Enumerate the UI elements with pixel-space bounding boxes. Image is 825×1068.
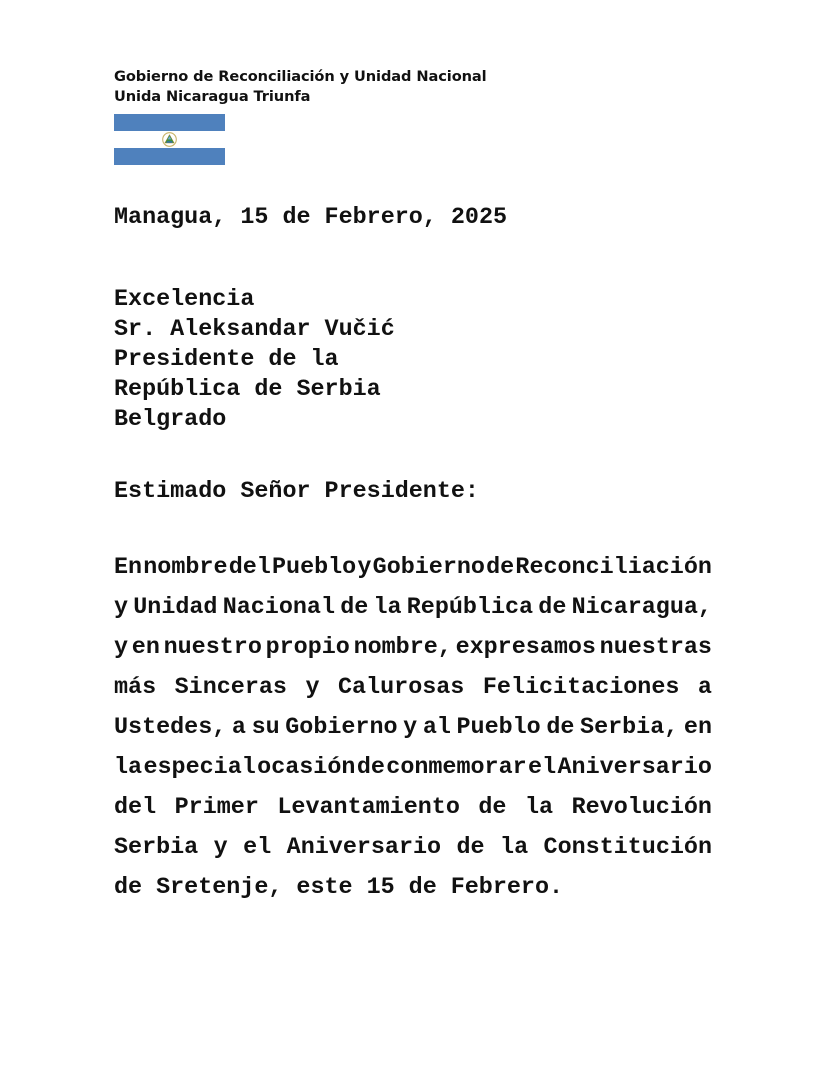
salutation: Estimado Señor Presidente: xyxy=(114,479,479,505)
body-word: Aniversario xyxy=(557,755,712,781)
body-word: Nicaragua, xyxy=(571,595,712,621)
body-word: 15 xyxy=(366,875,395,901)
body-word: la xyxy=(373,595,402,621)
body-word: y xyxy=(114,635,129,661)
address-line: República de Serbia xyxy=(114,377,381,403)
body-word: de xyxy=(486,555,515,581)
body-word: de xyxy=(538,595,567,621)
body-word: propio xyxy=(265,635,350,661)
body-word: En xyxy=(114,555,143,581)
flag-bottom-stripe xyxy=(114,148,225,165)
body-word: y xyxy=(357,555,372,581)
body-word: expresamos xyxy=(455,635,596,661)
body-word: en xyxy=(683,715,712,741)
coat-of-arms-icon xyxy=(160,131,179,148)
body-word: nombre, xyxy=(353,635,452,661)
body-word: a xyxy=(697,675,712,701)
body-word: Sretenje, xyxy=(156,875,283,901)
body-line xyxy=(114,708,712,748)
address-line: Excelencia xyxy=(114,287,255,313)
body-word: República xyxy=(406,595,534,621)
body-word: este xyxy=(296,875,353,901)
body-word: de xyxy=(114,875,143,901)
body-word: de xyxy=(546,715,575,741)
body-word: la xyxy=(500,835,529,861)
body-word: de xyxy=(456,835,485,861)
body-word: y xyxy=(213,835,228,861)
body-word: la xyxy=(114,755,143,781)
body-word: Constitución xyxy=(543,835,712,861)
body-word: más xyxy=(114,675,157,701)
body-word: Ustedes, xyxy=(114,715,227,741)
body-word: nuestras xyxy=(599,635,712,661)
flag-top-stripe xyxy=(114,114,225,131)
body-word: Levantamiento xyxy=(277,795,460,821)
letter-date: Managua, 15 de Febrero, 2025 xyxy=(114,205,508,231)
body-line xyxy=(114,668,712,708)
body-line xyxy=(114,868,712,908)
nicaragua-flag-icon xyxy=(114,114,225,165)
body-word: la xyxy=(524,795,554,821)
body-word: conmemorar xyxy=(386,755,527,781)
body-word: Calurosas xyxy=(338,675,465,701)
letterhead-slogan: Unida Nicaragua Triunfa xyxy=(114,88,311,105)
body-word: al xyxy=(422,715,451,741)
body-word: Sinceras xyxy=(174,675,287,701)
body-word: Gobierno xyxy=(285,715,398,741)
body-word: Gobierno xyxy=(372,555,485,581)
letter-body xyxy=(114,548,712,908)
body-line xyxy=(114,748,712,788)
address-line: Belgrado xyxy=(114,407,227,433)
body-word: Unidad xyxy=(133,595,218,621)
body-word: y xyxy=(114,595,129,621)
body-word: Revolución xyxy=(571,795,712,821)
body-word: Pueblo xyxy=(272,555,357,581)
body-line xyxy=(114,788,712,828)
body-word: Serbia xyxy=(114,835,199,861)
body-word: de xyxy=(356,755,385,781)
body-word: Primer xyxy=(174,795,259,821)
body-word: Febrero. xyxy=(450,875,564,901)
body-word: y xyxy=(403,715,418,741)
body-word: nombre xyxy=(143,555,228,581)
body-word: a xyxy=(231,715,246,741)
body-word: nuestro xyxy=(163,635,262,661)
body-word: el xyxy=(528,755,557,781)
body-word: su xyxy=(251,715,280,741)
body-line xyxy=(114,588,712,628)
body-line xyxy=(114,548,712,588)
body-word: y xyxy=(305,675,320,701)
body-word: Reconciliación xyxy=(515,555,712,581)
body-word: Aniversario xyxy=(286,835,442,861)
body-word: del xyxy=(228,555,271,581)
recipient-address xyxy=(114,285,395,435)
body-word: en xyxy=(131,635,160,661)
body-line xyxy=(114,628,712,668)
address-line: Sr. Aleksandar Vučić xyxy=(114,317,395,343)
body-word: Nacional xyxy=(222,595,335,621)
body-word: de xyxy=(340,595,369,621)
address-line: Presidente de la xyxy=(114,347,339,373)
body-line xyxy=(114,828,712,868)
body-word: ocasión xyxy=(257,755,356,781)
letterhead-government-name: Gobierno de Reconciliación y Unidad Nacional xyxy=(114,68,487,85)
letterhead xyxy=(114,67,487,107)
body-word: de xyxy=(408,875,437,901)
body-word: el xyxy=(243,835,272,861)
body-word: Serbia, xyxy=(580,715,679,741)
body-word: Pueblo xyxy=(456,715,541,741)
body-word: Felicitaciones xyxy=(482,675,680,701)
body-word: especial xyxy=(143,755,256,781)
body-word: del xyxy=(114,795,157,821)
body-word: de xyxy=(478,795,507,821)
